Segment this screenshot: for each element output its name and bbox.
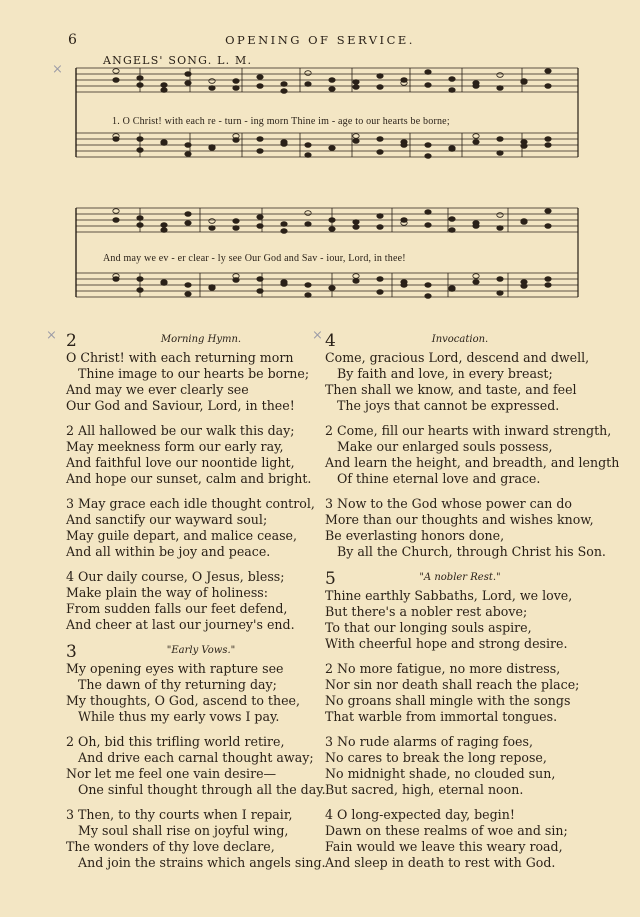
verse-line: No cares to break the long repose, bbox=[325, 750, 547, 765]
stanza bbox=[325, 734, 595, 798]
note bbox=[233, 138, 239, 143]
note bbox=[353, 279, 359, 284]
note bbox=[545, 143, 551, 148]
note bbox=[161, 83, 167, 88]
verse-line: 3 Now to the God whose power can do bbox=[325, 496, 572, 511]
note bbox=[449, 147, 455, 152]
verse-line: No groans shall mingle with the songs bbox=[325, 693, 571, 708]
note bbox=[161, 281, 167, 286]
note bbox=[425, 283, 431, 288]
verse-line: To that our longing souls aspire, bbox=[325, 620, 532, 635]
note bbox=[329, 146, 335, 151]
verse-line: And may we ever clearly see bbox=[66, 382, 249, 397]
verse-line: And cheer at last our journey's end. bbox=[66, 617, 295, 632]
verse-line: And learn the height, and breadth, and length bbox=[325, 455, 620, 470]
verse-line: No midnight shade, no clouded sun, bbox=[325, 766, 556, 781]
note bbox=[233, 86, 239, 91]
verse-line: Nor let me feel one vain desire— bbox=[66, 766, 277, 781]
note bbox=[473, 221, 479, 226]
note bbox=[305, 211, 311, 216]
verse-line: Then shall we know, and taste, and feel bbox=[325, 382, 577, 397]
note bbox=[137, 288, 143, 293]
verse-line: One sinful thought through all the day. bbox=[78, 782, 326, 797]
verse-line: With cheerful hope and strong desire. bbox=[325, 636, 568, 651]
stanza bbox=[325, 807, 595, 871]
verse-line: And sleep in death to rest with God. bbox=[325, 855, 556, 870]
hymn-number: 3 bbox=[66, 642, 77, 662]
note bbox=[329, 218, 335, 223]
note bbox=[161, 228, 167, 233]
verse-line: My thoughts, O God, ascend to thee, bbox=[66, 693, 300, 708]
hymn-number: 5 bbox=[325, 569, 336, 589]
note bbox=[473, 274, 479, 279]
note bbox=[473, 81, 479, 86]
note bbox=[497, 213, 503, 218]
verse-line: Nor sin nor death shall reach the place; bbox=[325, 677, 580, 692]
note bbox=[425, 154, 431, 159]
verse-line: That warble from immortal tongues. bbox=[325, 709, 558, 724]
verse-line: And drive each carnal thought away; bbox=[78, 750, 314, 765]
note bbox=[401, 143, 407, 148]
verse-line: And join the strains which angels sing. bbox=[78, 855, 326, 870]
verse-line: 2 All hallowed be our walk this day; bbox=[66, 423, 295, 438]
note bbox=[305, 143, 311, 148]
verse-line: The dawn of thy returning day; bbox=[78, 677, 277, 692]
note bbox=[209, 145, 215, 150]
note bbox=[377, 214, 383, 219]
hymn-number: 2 bbox=[66, 331, 77, 351]
verse-line: 3 Then, to thy courts when I repair, bbox=[66, 807, 293, 822]
verse-line: Fain would we leave this weary road, bbox=[325, 839, 563, 854]
note bbox=[137, 216, 143, 221]
verse-line: Of thine eternal love and grace. bbox=[337, 471, 541, 486]
note bbox=[449, 77, 455, 82]
note bbox=[545, 137, 551, 142]
note bbox=[233, 79, 239, 84]
verse-line: And faithful love our noontide light, bbox=[66, 455, 295, 470]
note bbox=[497, 73, 503, 78]
note bbox=[305, 293, 311, 298]
note bbox=[473, 280, 479, 285]
verse-line: By all the Church, through Christ his Son. bbox=[337, 544, 606, 559]
note bbox=[185, 143, 191, 148]
note bbox=[449, 287, 455, 292]
note bbox=[185, 283, 191, 288]
note bbox=[161, 223, 167, 228]
note bbox=[425, 294, 431, 299]
note bbox=[545, 224, 551, 229]
note bbox=[305, 283, 311, 288]
note bbox=[449, 88, 455, 93]
verse-line: 3 No rude alarms of raging foes, bbox=[325, 734, 533, 749]
note bbox=[377, 74, 383, 79]
note bbox=[209, 285, 215, 290]
note bbox=[353, 274, 359, 279]
note bbox=[545, 283, 551, 288]
verse-line: May guile depart, and malice cease, bbox=[66, 528, 298, 543]
note bbox=[257, 289, 263, 294]
note bbox=[401, 78, 407, 83]
verse-line: Dawn on these realms of woe and sin; bbox=[325, 823, 568, 838]
note bbox=[185, 152, 191, 157]
note bbox=[233, 278, 239, 283]
note bbox=[281, 282, 287, 287]
note bbox=[113, 218, 119, 223]
note bbox=[497, 151, 503, 156]
note bbox=[377, 290, 383, 295]
note bbox=[185, 292, 191, 297]
note bbox=[281, 222, 287, 227]
note bbox=[353, 85, 359, 90]
note bbox=[185, 72, 191, 77]
note bbox=[545, 277, 551, 282]
hymn-4 bbox=[325, 331, 620, 560]
verse-line: O Christ! with each returning morn bbox=[66, 350, 294, 365]
note bbox=[257, 277, 263, 282]
note bbox=[137, 148, 143, 153]
note bbox=[377, 137, 383, 142]
note bbox=[425, 210, 431, 215]
stanza bbox=[66, 423, 336, 487]
page-header bbox=[0, 32, 640, 52]
note bbox=[353, 225, 359, 230]
page-number: 6 bbox=[68, 32, 77, 48]
note bbox=[137, 137, 143, 142]
verse-line: The wonders of thy love declare, bbox=[66, 839, 275, 854]
note bbox=[449, 217, 455, 222]
note bbox=[545, 209, 551, 214]
note bbox=[473, 140, 479, 145]
verse-line: While thus my early vows I pay. bbox=[78, 709, 280, 724]
note bbox=[281, 89, 287, 94]
verse-line: Be everlasting honors done, bbox=[325, 528, 505, 543]
hymn-5 bbox=[325, 570, 595, 871]
verse-line: Thine image to our hearts be borne; bbox=[78, 366, 310, 381]
note bbox=[329, 286, 335, 291]
note bbox=[137, 223, 143, 228]
note bbox=[521, 144, 527, 149]
lyric-line-2: And may we ev - er clear - ly see Our God and Sav - iour, Lord, in thee! bbox=[103, 253, 406, 264]
note bbox=[137, 83, 143, 88]
note bbox=[257, 137, 263, 142]
verse-line: More than our thoughts and wishes know, bbox=[325, 512, 594, 527]
stanza bbox=[66, 350, 336, 414]
note bbox=[521, 219, 527, 224]
note bbox=[281, 229, 287, 234]
note bbox=[353, 220, 359, 225]
note bbox=[209, 226, 215, 231]
verse-line: My opening eyes with rapture see bbox=[66, 661, 284, 676]
note bbox=[497, 291, 503, 296]
verse-line: Come, gracious Lord, descend and dwell, bbox=[325, 350, 590, 365]
note bbox=[113, 209, 119, 214]
hymn-number: 4 bbox=[325, 331, 336, 351]
note bbox=[353, 134, 359, 139]
note bbox=[497, 137, 503, 142]
hymn-title: Morning Hymn. bbox=[160, 334, 242, 345]
verse-line: From sudden falls our feet defend, bbox=[66, 601, 288, 616]
note bbox=[305, 222, 311, 227]
note bbox=[185, 81, 191, 86]
note bbox=[257, 215, 263, 220]
verse-line: But there's a nobler rest above; bbox=[325, 604, 528, 619]
note bbox=[497, 86, 503, 91]
note bbox=[377, 85, 383, 90]
note bbox=[497, 226, 503, 231]
verse-line: And hope our sunset, calm and bright. bbox=[66, 471, 312, 486]
stanza bbox=[66, 734, 336, 798]
note bbox=[257, 84, 263, 89]
note bbox=[521, 79, 527, 84]
note bbox=[185, 212, 191, 217]
hymn-title: "A nobler Rest." bbox=[419, 572, 501, 583]
verse-line: 4 Our daily course, O Jesus, bless; bbox=[66, 569, 285, 584]
note bbox=[281, 82, 287, 87]
note bbox=[377, 225, 383, 230]
note bbox=[233, 226, 239, 231]
note bbox=[425, 143, 431, 148]
note bbox=[113, 78, 119, 83]
note bbox=[401, 283, 407, 288]
stanza bbox=[325, 423, 620, 487]
note bbox=[305, 153, 311, 158]
note bbox=[257, 75, 263, 80]
stanza bbox=[325, 661, 595, 725]
note bbox=[353, 80, 359, 85]
stanza bbox=[325, 350, 595, 414]
verse-line: 2 Oh, bid this trifling world retire, bbox=[66, 734, 285, 749]
stanza bbox=[66, 661, 336, 725]
stanza bbox=[66, 807, 336, 871]
verse-line: And sanctify our wayward soul; bbox=[66, 512, 268, 527]
note bbox=[401, 218, 407, 223]
left-column bbox=[66, 332, 336, 881]
pencil-mark: × bbox=[52, 62, 63, 77]
note bbox=[425, 223, 431, 228]
note bbox=[473, 134, 479, 139]
note bbox=[233, 219, 239, 224]
verse-line: Make plain the way of holiness: bbox=[66, 585, 268, 600]
verse-line: My soul shall rise on joyful wing, bbox=[78, 823, 289, 838]
note bbox=[329, 227, 335, 232]
stanza bbox=[325, 588, 595, 652]
note bbox=[209, 79, 215, 84]
note bbox=[113, 137, 119, 142]
note bbox=[377, 150, 383, 155]
note bbox=[425, 83, 431, 88]
hymn-title: "Early Vows." bbox=[166, 645, 236, 656]
right-column bbox=[325, 331, 620, 881]
lyric-line-1: 1. O Christ! with each re - turn - ing morn Thine im - age to our hearts be borne; bbox=[112, 116, 450, 127]
verse-line: 4 O long-expected day, begin! bbox=[325, 807, 515, 822]
verse-line: Thine earthly Sabbaths, Lord, we love, bbox=[325, 588, 573, 603]
stanza bbox=[66, 569, 336, 633]
note bbox=[377, 277, 383, 282]
note bbox=[113, 277, 119, 282]
verse-line: By faith and love, in every breast; bbox=[337, 366, 553, 381]
note bbox=[449, 228, 455, 233]
note bbox=[353, 139, 359, 144]
verse-line: 2 Come, fill our hearts with inward strength, bbox=[325, 423, 612, 438]
note bbox=[209, 86, 215, 91]
note bbox=[305, 82, 311, 87]
note bbox=[113, 69, 119, 74]
note bbox=[281, 142, 287, 147]
note bbox=[305, 71, 311, 76]
note bbox=[257, 224, 263, 229]
note bbox=[185, 221, 191, 226]
verse-line: But sacred, high, eternal noon. bbox=[325, 782, 524, 797]
stanza bbox=[66, 496, 336, 560]
hymn-2 bbox=[66, 332, 336, 633]
note bbox=[209, 219, 215, 224]
note bbox=[545, 84, 551, 89]
pencil-mark: × bbox=[312, 328, 323, 343]
note bbox=[161, 141, 167, 146]
running-head: OPENING OF SERVICE. bbox=[225, 33, 415, 47]
note bbox=[137, 76, 143, 81]
hymn-3 bbox=[66, 643, 336, 871]
note bbox=[425, 70, 431, 75]
verse-line: Make our enlarged souls possess, bbox=[337, 439, 553, 454]
verse-line: Our God and Saviour, Lord, in thee! bbox=[66, 398, 295, 413]
tune-name: ANGELS' SONG. L. M. bbox=[103, 54, 253, 67]
stanza bbox=[325, 496, 606, 560]
note bbox=[257, 149, 263, 154]
pencil-mark: × bbox=[46, 328, 57, 343]
verse-line: The joys that cannot be expressed. bbox=[337, 398, 560, 413]
verse-line: May meekness form our early ray, bbox=[66, 439, 284, 454]
note bbox=[521, 284, 527, 289]
verse-line: 3 May grace each idle thought control, bbox=[66, 496, 315, 511]
note bbox=[329, 87, 335, 92]
note bbox=[329, 78, 335, 83]
verse-line: 2 No more fatigue, no more distress, bbox=[325, 661, 561, 676]
hymn-title: Invocation. bbox=[431, 334, 489, 345]
verse-line: And all within be joy and peace. bbox=[66, 544, 271, 559]
note bbox=[161, 88, 167, 93]
note bbox=[497, 277, 503, 282]
music-score bbox=[0, 58, 640, 328]
note bbox=[137, 277, 143, 282]
note bbox=[545, 69, 551, 74]
